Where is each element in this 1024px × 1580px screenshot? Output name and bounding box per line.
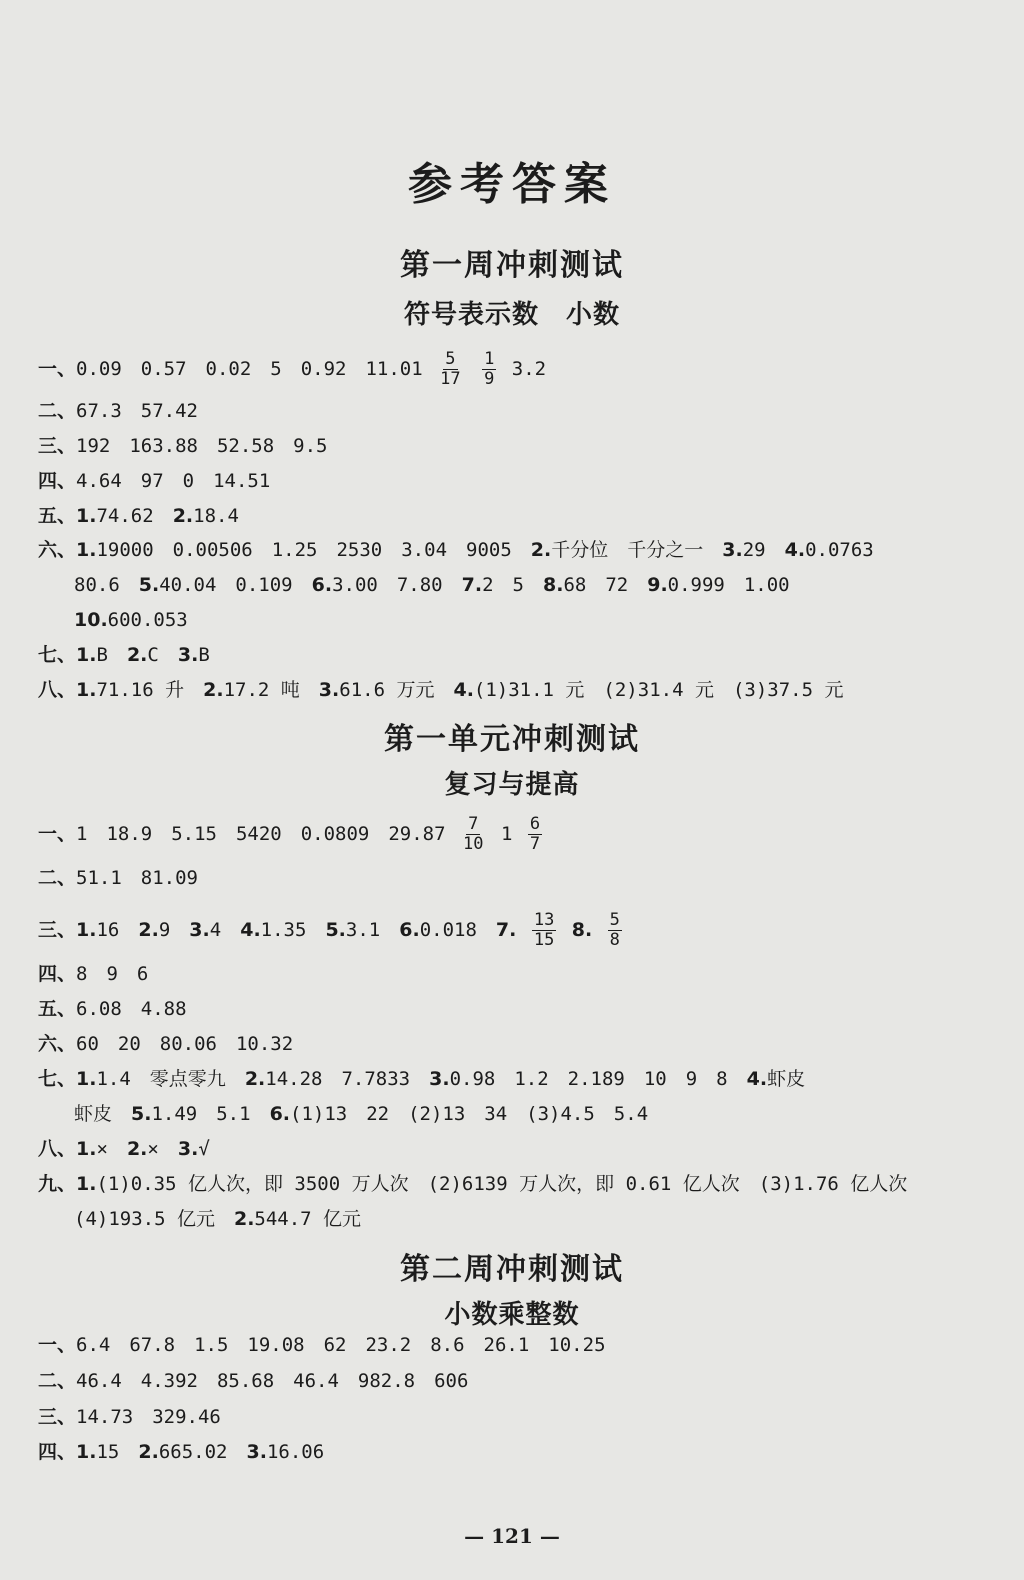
s2-answer-4: 四、8 9 6 bbox=[38, 963, 149, 985]
s1-answer-6: 六、1.19000 0.00506 1.25 2530 3.04 9005 2.千分位 千分之一 3.29 4.0.0763 bbox=[38, 539, 874, 561]
s2-answer-6: 六、60 20 80.06 10.32 bbox=[38, 1033, 294, 1055]
s2-answer-9-cont: (4)193.5 亿元 2.544.7 亿元 bbox=[74, 1208, 362, 1230]
s2-answer-7: 七、1.1.4 零点零九 2.14.28 7.7833 3.0.98 1.2 2.189 10 9 8 4.虾皮 bbox=[38, 1068, 806, 1090]
s1-answer-8: 八、1.71.16 升 2.17.2 吨 3.61.6 万元 4.(1)31.1 元 (2)31.4 元 (3)37.5 元 bbox=[38, 679, 844, 701]
s1-answer-6-cont2: 10.600.053 bbox=[74, 609, 188, 631]
s2-answer-5: 五、6.08 4.88 bbox=[38, 998, 187, 1020]
s3-answer-1: 一、6.4 67.8 1.5 19.08 62 23.2 8.6 26.1 10.25 bbox=[38, 1334, 606, 1356]
fraction: $\frac{13}{15}$ bbox=[533, 910, 555, 950]
fraction: $\frac{5}{17}$ bbox=[440, 349, 461, 389]
section1-subheading: 符号表示数 小数 bbox=[403, 300, 620, 330]
s1-answer-7: 七、1.B 2.C 3.B bbox=[38, 644, 210, 666]
section3-heading: 第二周冲刺测试 bbox=[400, 1252, 624, 1287]
s2-answer-7-cont: 虾皮 5.1.49 5.1 6.(1)13 22 (2)13 34 (3)4.5 5.4 bbox=[74, 1103, 649, 1125]
s1-answer-6-cont: 80.6 5.40.04 0.109 6.3.00 7.80 7.2 5 8.68 72 9.0.999 1.00 bbox=[74, 574, 790, 596]
s2-answer-2: 二、51.1 81.09 bbox=[38, 867, 198, 889]
s3-answer-3: 三、14.73 329.46 bbox=[38, 1406, 221, 1428]
s2-answer-3: 三、1.16 2.9 3.4 4.1.35 5.3.1 6.0.018 7. $\frac{13}{15}$ 8. $\frac{5}{8}$ bbox=[38, 910, 620, 950]
section3-subheading: 小数乘整数 bbox=[444, 1300, 580, 1330]
fraction: $\frac{1}{9}$ bbox=[484, 349, 495, 389]
fraction: $\frac{6}{7}$ bbox=[529, 814, 541, 854]
section2-subheading: 复习与提高 bbox=[444, 770, 580, 800]
s2-answer-9: 九、1.(1)0.35 亿人次，即 3500 万人次 (2)6139 万人次，即 0.61 亿人次 (3)1.76 亿人次 bbox=[38, 1173, 908, 1195]
s1-answer-5: 五、1.74.62 2.18.4 bbox=[38, 505, 239, 527]
s3-answer-2: 二、46.4 4.392 85.68 46.4 982.8 606 bbox=[38, 1370, 469, 1392]
s1-answer-4: 四、4.64 97 0 14.51 bbox=[38, 470, 271, 492]
s1-answer-3: 三、192 163.88 52.58 9.5 bbox=[38, 435, 328, 457]
section1-heading: 第一周冲刺测试 bbox=[400, 248, 624, 283]
s1-answer-2: 二、67.3 57.42 bbox=[38, 400, 198, 422]
page-title: 参考答案 bbox=[408, 159, 616, 210]
s1-answer-1: 一、0.09 0.57 0.02 5 0.92 11.01 $\frac{5}{17}$ $\frac{1}{9}$ 3.2 bbox=[38, 349, 547, 389]
s2-answer-1: 一、1 18.9 5.15 5420 0.0809 29.87 $\frac{7}{10}$ 1 $\frac{6}{7}$ bbox=[38, 814, 541, 854]
s3-answer-4: 四、1.15 2.665.02 3.16.06 bbox=[38, 1441, 325, 1463]
fraction: $\frac{7}{10}$ bbox=[463, 814, 484, 854]
fraction: $\frac{5}{8}$ bbox=[609, 910, 620, 950]
section2-heading: 第一单元冲刺测试 bbox=[384, 722, 640, 757]
page-number: — 121 — bbox=[464, 1524, 560, 1548]
s2-answer-8: 八、1.× 2.× 3.√ bbox=[38, 1138, 210, 1160]
